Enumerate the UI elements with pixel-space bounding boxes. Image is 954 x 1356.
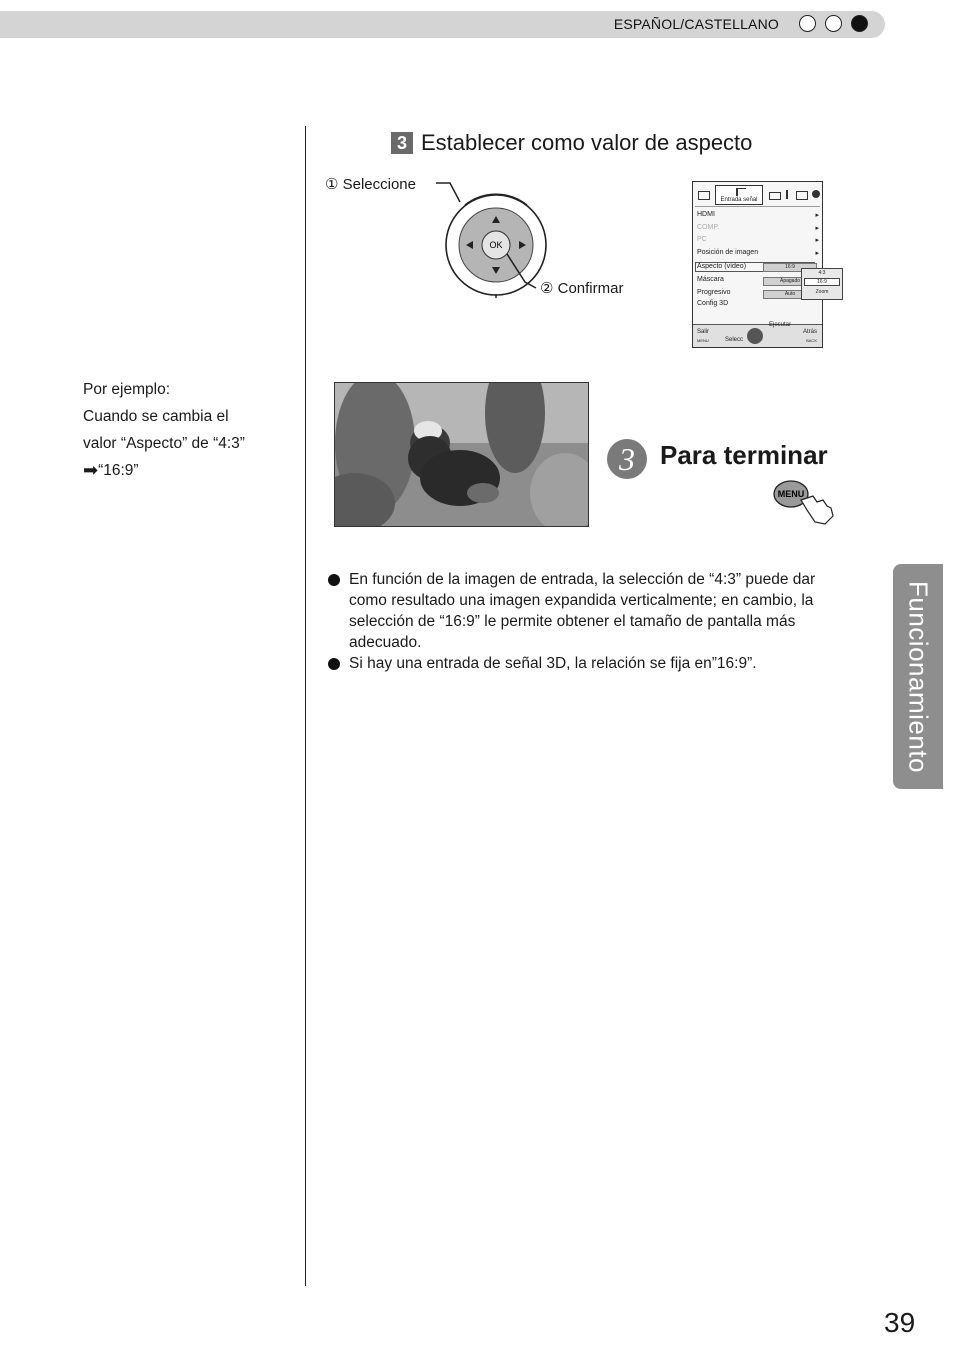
popup-option-4-3: 4:3: [818, 270, 826, 276]
popup-option-zoom: Zoom: [815, 289, 829, 295]
dpad-mini-icon: [747, 328, 763, 344]
section-indicator: [799, 15, 868, 32]
side-tab-label: Funcionamiento: [903, 580, 934, 773]
osd-item-mask: Máscara: [697, 276, 724, 283]
osd-item-3d: Config 3D: [697, 300, 729, 307]
submenu-arrow-icon: ▸: [815, 250, 819, 257]
display-setup-icon: [796, 191, 808, 200]
osd-progressive-value: Auto: [763, 290, 817, 299]
info-icon: [812, 190, 820, 198]
indicator-dot-2: [825, 15, 842, 32]
osd-item-aspect: Aspecto (vídeo): [697, 263, 747, 270]
osd-item-pc: PC: [697, 236, 707, 243]
header-bar: [0, 11, 885, 38]
popup-option-16-9: 16:9: [804, 278, 840, 286]
menu-button-label: MENU: [777, 489, 805, 499]
osd-select-label: Selecc: [725, 337, 744, 343]
page-number: 39: [884, 1307, 916, 1338]
osd-item-position: Posición de imagen: [697, 249, 759, 256]
finish-step-number: 3: [607, 439, 647, 479]
column-divider: [305, 126, 306, 1286]
osd-tab-label: Entrada señal: [720, 197, 758, 203]
step-heading: [391, 130, 752, 156]
ok-label: OK: [489, 240, 503, 250]
osd-exit-label: Salir: [697, 329, 710, 335]
submenu-arrow-icon: ▸: [815, 237, 819, 244]
menu-button-illustration: [773, 478, 837, 526]
section-side-tab: [893, 564, 943, 789]
installation-icon: [769, 192, 781, 200]
step-number-badge: 3: [391, 132, 413, 154]
pointing-hand-icon: [801, 496, 833, 524]
input-signal-icon: [736, 188, 746, 196]
osd-mask-value: Apagado: [763, 277, 817, 286]
osd-execute-label: Ejecutar: [769, 322, 792, 328]
osd-menu-screenshot: [692, 181, 829, 348]
select-label: ① Seleccione: [325, 176, 416, 193]
indicator-dot-3-active: [851, 15, 868, 32]
osd-item-progressive: Progresivo: [697, 289, 731, 296]
step-title: Establecer como valor de aspecto: [421, 130, 753, 155]
language-label: ESPAÑOL/CASTELLANO: [613, 16, 779, 32]
example-line-4: [83, 457, 245, 484]
osd-item-comp: COMP.: [697, 224, 720, 231]
example-value: “16:9”: [98, 462, 139, 479]
confirm-label: ② Confirmar: [540, 280, 624, 297]
right-arrow-icon: ➡: [83, 460, 99, 480]
submenu-arrow-icon: ▸: [815, 225, 819, 232]
osd-tab-input-signal: [715, 185, 763, 205]
osd-back-label: Atrás: [802, 329, 817, 335]
function-icon: [786, 190, 788, 199]
osd-footer: [693, 324, 822, 347]
picture-icon: [698, 191, 710, 200]
note-item: En función de la imagen de entrada, la selección de “4:3” puede dar como resultado una imagen expandida verticalmente; en cambio, la selección de “16:9” le permite obtener el tamaño de pantalla más adecuado.: [328, 569, 848, 653]
example-photo-red-pandas: [334, 382, 589, 527]
aspect-popup: [801, 268, 843, 300]
example-line-2: Cuando se cambia el: [83, 408, 229, 425]
example-note: [83, 376, 245, 484]
osd-tab-bar: [695, 184, 820, 207]
submenu-arrow-icon: ▸: [815, 212, 819, 219]
osd-back-key: BACK: [806, 338, 817, 343]
example-line-1: Por ejemplo:: [83, 381, 171, 398]
notes-list: [328, 569, 848, 674]
example-line-3: valor “Aspecto” de “4:3”: [83, 435, 245, 452]
indicator-dot-1: [799, 15, 816, 32]
osd-aspect-value: 16:9: [763, 263, 817, 272]
note-item: Si hay una entrada de señal 3D, la relación se fija en”16:9”.: [328, 653, 848, 674]
osd-item-hdmi: HDMI: [697, 211, 715, 218]
finish-title: Para terminar: [660, 440, 828, 470]
osd-exit-key: MENU: [697, 338, 709, 343]
